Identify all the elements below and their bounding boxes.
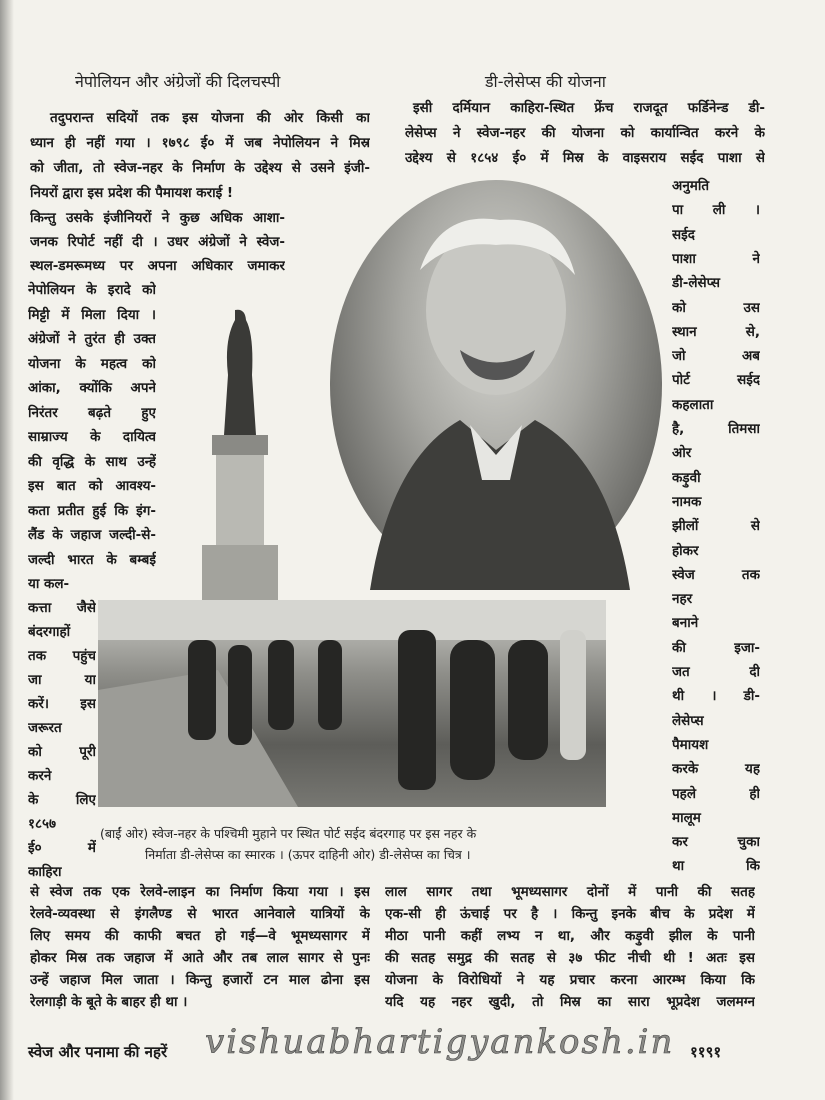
body-line: इसी दर्मियान काहिरा-स्थित फ्रेंच राजदूत फर्डिनेन्ड डी- [413,100,765,116]
body-line: यदि यह नहर खुदी, तो मिस्र का सारा भूप्रदेश जलमग्न [385,994,755,1010]
body-line: मिट्टी में मिला दिया । [28,307,156,323]
body-line: से स्वेज तक एक रेलवे-लाइन का निर्माण किया गया । इस [30,884,370,900]
body-line: लेसेप्स [672,712,704,729]
body-line: स्वेज तक [672,566,760,583]
body-line: तक पहुंच [28,648,96,664]
body-line: पहले ही [672,785,760,802]
body-line: थी । डी- [672,688,760,705]
body-line: अंग्रेजों ने तुरंत ही उक्त [28,331,156,347]
body-line: साम्राज्य के दायित्व [28,429,156,445]
body-line: कर चुका [672,834,760,851]
body-line: जनक रिपोर्ट नहीं दी । उधर अंग्रेजों ने स्वेज- [30,234,285,250]
body-line: है, तिमसा [672,421,760,437]
body-line: काहिरा [28,864,62,880]
body-line: आंका, क्योंकि अपने [28,380,156,396]
body-line: पाशा ने [672,250,760,267]
body-line: की सतह समुद्र की सतह से ३७ फीट नीची थी ! अतः इस [385,950,755,966]
body-line: सईद [672,226,695,243]
photo-caption-line-2: निर्माता डी-लेसेप्स का स्मारक । (ऊपर दाहिनी ओर) डी-लेसेप्स का चित्र । [145,847,471,862]
portrait-figure [330,180,662,590]
body-line: स्थान से, [672,323,760,340]
body-line: योजना के महत्व को [28,356,156,372]
running-header-left: नेपोलियन और अंग्रेजों की दिलचस्पी [75,72,281,91]
body-line: जत दी [672,664,760,680]
body-line: पा ली । [672,202,760,219]
body-line: या कल- [28,576,70,592]
body-line: होकर मिस्र तक जहाज में आते और तब लाल सागर से पुनः [30,950,370,966]
page-number: ११९१ [690,1043,722,1061]
body-line: उद्देश्य से १८५४ ई० में मिस्र के वाइसराय सईद पाशा से [405,150,765,166]
body-line: जल्दी भारत के बम्बई [28,552,156,568]
body-line: योजना के विरोधियों ने यह प्रचार करना आरम्भ किया कि [385,972,755,988]
body-line: उन्हें जहाज मिल जाता । किन्तु हजारों टन माल ढोना इस [30,972,370,988]
body-line: की वृद्धि के साथ उन्हें [28,454,156,470]
body-line: को पूरी [28,744,96,760]
body-line: जरूरत [28,720,62,736]
body-line: नियरों द्वारा इस प्रदेश की पैमायश कराई ! [30,185,234,201]
body-line: को उस [672,299,760,316]
body-line: तदुपरान्त सदियों तक इस योजना की ओर किसी का [50,110,370,126]
body-line: ओर [672,445,692,462]
body-line: नहर [672,591,693,608]
photo-caption-line-1: (बाईं ओर) स्वेज-नहर के पश्चिमी मुहाने पर स्थित पोर्ट सईद बंदरगाह पर इस नहर के [100,826,477,841]
body-line: स्थल-डमरूमध्य पर अपना अधिकार जमाकर [30,258,285,274]
body-line: करने [28,768,52,784]
body-line: कहलाता [672,396,714,413]
body-line: की इजा- [672,639,760,656]
body-line: नेपोलियन के इरादे को [28,282,156,298]
body-line: मीठा पानी कहीं लभ्य न था, और कड़ुवी झील के पानी [385,928,755,944]
body-line: रेलवे-व्यवस्था से इंगलैण्ड से भारत आनेवाले यात्रियों के [30,906,370,922]
body-line: कत्ता जैसे [28,600,96,616]
body-line: ई० में [28,840,96,856]
body-line: बनाने [672,615,699,632]
body-line: जा या [28,672,96,688]
body-line: कड़ुवी [672,469,701,486]
body-line: लेसेप्स ने स्वेज-नहर की योजना को कार्यान्वित करने के [405,125,765,141]
page-edge-shadow [0,0,14,1100]
body-line: के लिए [28,792,96,808]
statue-monument [180,305,300,605]
body-line: था कि [672,858,760,875]
body-line: करें। इस [28,696,96,712]
portrait-de-lesseps [330,180,662,590]
body-line: लाल सागर तथा भूमध्यसागर दोनों में पानी की सतह [385,884,755,900]
body-line: लैंड के जहाज जल्दी-से- [28,527,156,543]
body-line: मालूम [672,809,701,826]
body-line: १८५७ [28,816,57,832]
body-line: करके यह [672,761,760,778]
body-line: को जीता, तो स्वेज-नहर के निर्माण के उद्देश्य से उसने इंजी- [30,160,370,176]
body-line: जो अब [672,348,760,365]
footer-book-title: स्वेज और पनामा की नहरें [28,1043,168,1061]
body-line: ध्यान ही नहीं गया । १७९८ ई० में जब नेपोलियन ने मिस्र [30,135,370,151]
body-line: पोर्ट सईद [672,372,760,389]
running-header-right: डी-लेसेप्स की योजना [485,72,606,91]
body-line: कता प्रतीत हुई कि इंग- [28,503,156,519]
body-line: अनुमति [672,178,710,194]
body-line: नामक [672,493,702,510]
body-line: पैमायश [672,736,709,753]
body-line: झीलों से [672,518,760,535]
watermark: vishuabhartigyankosh.in [205,1022,675,1062]
body-line: होकर [672,542,699,559]
body-line: लिए समय की काफी बचत हो गई—वे भूमध्यसागर में [30,928,370,944]
body-line: डी-लेसेप्स [672,275,720,292]
body-line: निरंतर बढ़ते हुए [28,405,156,421]
body-line: बंदरगाहों [28,624,71,640]
body-line: रेलगाड़ी के बूते के बाहर ही था । [30,994,188,1010]
body-line: इस बात को आवश्य- [28,478,156,494]
body-line: एक-सी ही ऊंचाई पर है । किन्तु इनके बीच के प्रदेश में [385,906,755,922]
port-said-photo [98,600,606,807]
body-line: किन्तु उसके इंजीनियरों ने कुछ अधिक आशा- [30,210,285,226]
